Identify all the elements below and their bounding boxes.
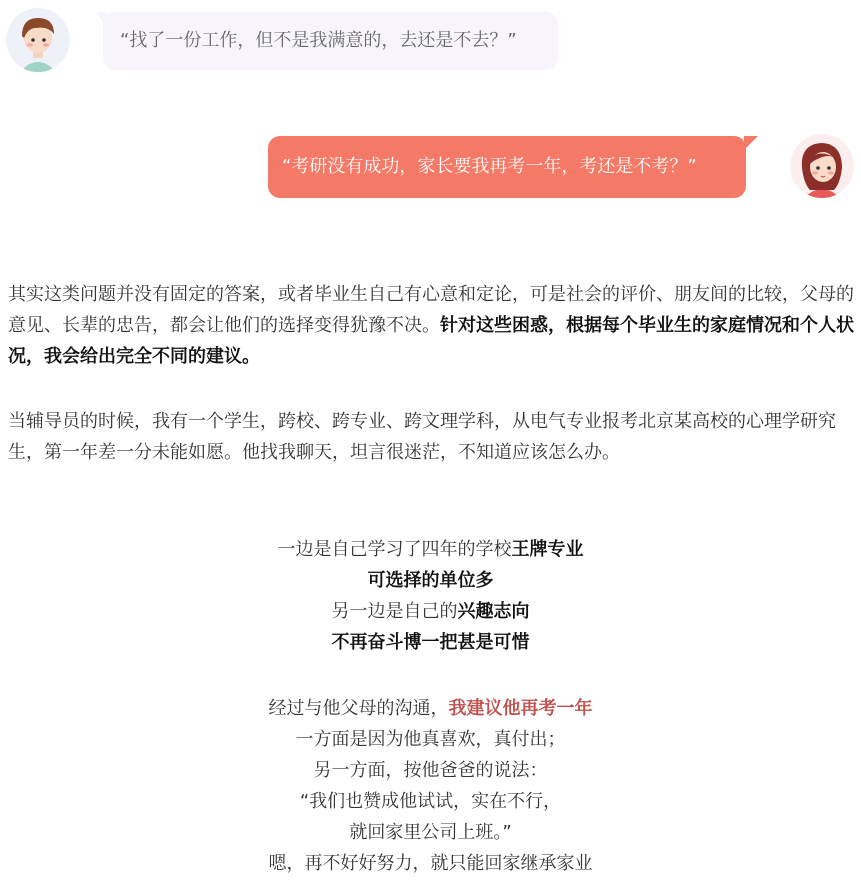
girl-avatar	[790, 134, 854, 198]
choice-line-1	[0, 534, 861, 565]
choice-line-1-bold: 王牌专业	[511, 539, 584, 560]
choice-block	[0, 534, 861, 658]
advice-line-1	[0, 693, 861, 724]
choice-line-2-bold: 可选择的单位多	[367, 570, 494, 591]
choice-line-4	[0, 627, 861, 658]
advice-line-1-text: 经过与他父母的沟通，	[268, 698, 449, 719]
left-chat-text: “找了一份工作，但不是我满意的，去还是不去？”	[120, 30, 517, 51]
choice-line-3-bold: 兴趣志向	[457, 601, 530, 622]
advice-line-6: 嗯，再不好好努力，就只能回家继承家业	[268, 853, 593, 874]
choice-line-2	[0, 565, 861, 596]
choice-line-3-text: 另一边是自己的	[331, 601, 458, 622]
intro-bold-text: 针对这些困惑，根据每个毕业生的家庭情况和个人状况，我会给出完全不同的建议。	[8, 315, 854, 367]
story-paragraph: 当辅导员的时候，我有一个学生，跨校、跨专业、跨文理学科，从电气专业报考北京某高校的心理学研究生，第一年差一分未能如愿。他找我聊天，坦言很迷茫，不知道应该怎么办。	[8, 411, 836, 463]
boy-avatar	[6, 8, 70, 72]
right-chat-bubble	[268, 136, 746, 198]
boy-avatar-icon	[6, 8, 70, 72]
advice-line-1-accent: 我建议他再考一年	[448, 698, 593, 719]
advice-line-2: 一方面是因为他真喜欢，真付出；	[295, 729, 566, 750]
intro-text: 其实这类问题并没有固定的答案，或者毕业生自己有心意和定论，可是社会的评价、朋友间的比较，父母的意见、长辈的忠告，都会让他们的选择变得犹豫不决。	[8, 284, 854, 336]
left-chat-bubble	[103, 12, 558, 70]
intro-paragraph	[8, 279, 856, 372]
advice-line-3: 另一方面，按他爸爸的说法：	[313, 760, 548, 781]
choice-line-3	[0, 596, 861, 627]
girl-avatar-icon	[790, 134, 854, 198]
advice-line-4: “我们也赞成他试试，实在不行，	[299, 791, 562, 812]
choice-line-4-bold: 不再奋斗博一把甚是可惜	[331, 632, 530, 653]
choice-line-1-text: 一边是自己学习了四年的学校	[277, 539, 512, 560]
advice-line-5: 就回家里公司上班。”	[349, 822, 512, 843]
advice-block	[0, 693, 861, 879]
right-chat-text: “考研没有成功，家长要我再考一年，考还是不考？”	[282, 156, 697, 177]
